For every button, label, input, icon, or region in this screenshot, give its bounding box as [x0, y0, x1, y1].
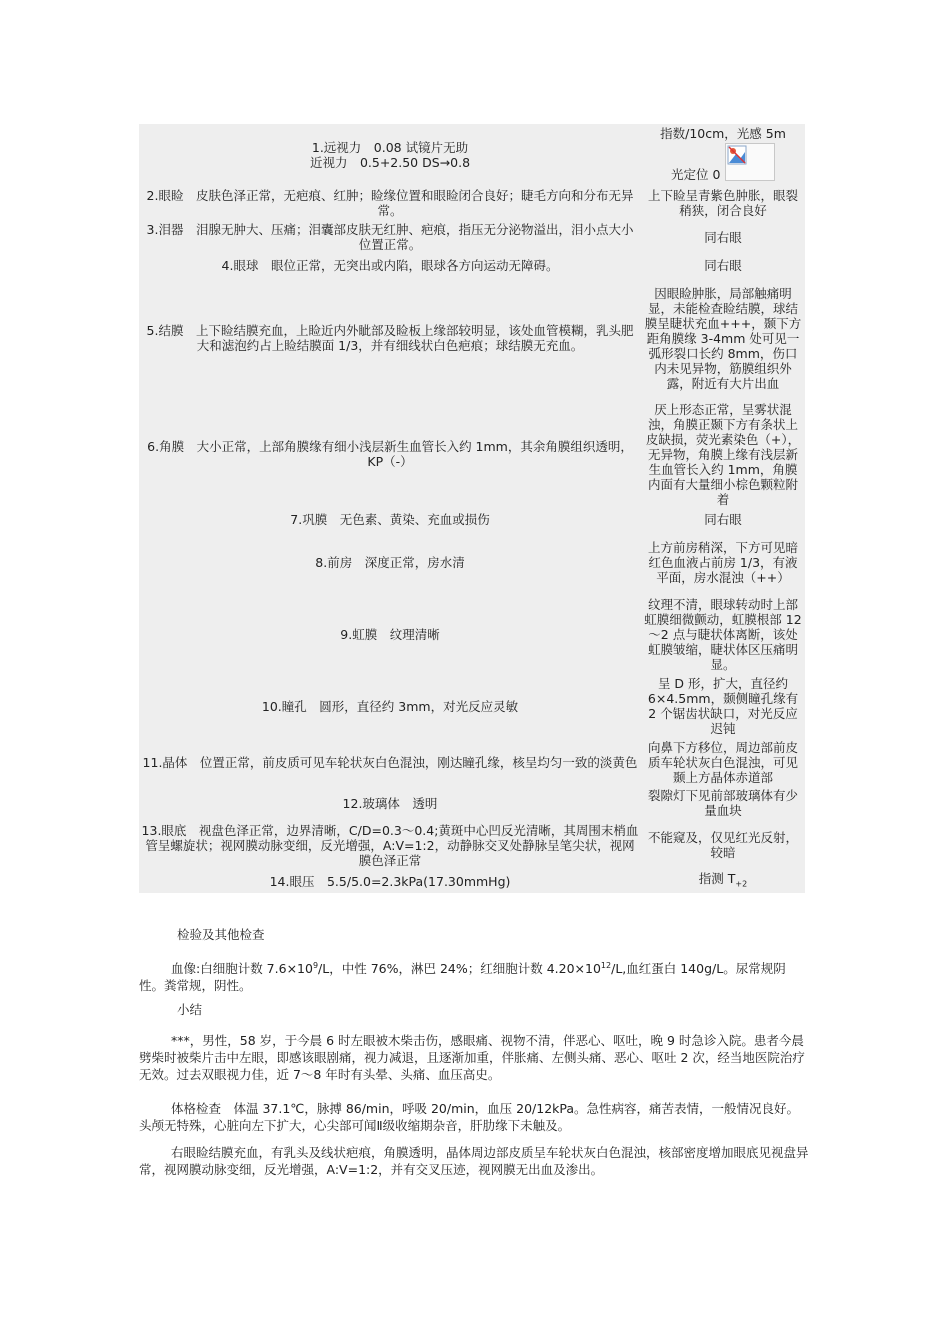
table-cell: 3.泪器 泪腺无肿大、压痛；泪囊部皮肤无红肿、疤痕，指压无分泌物溢出，泪小点大小位置正常。 [146, 222, 634, 252]
table-cell: 12.玻璃体 透明 [342, 795, 438, 811]
table-cell: 同右眼 [704, 229, 742, 245]
table-cell: 6.角膜 大小正常，上部角膜缘有细小浅层新生血管长入约 1mm，其余角膜组织透明，KP（-） [147, 439, 633, 469]
table-row [139, 254, 805, 276]
table-row [139, 786, 805, 820]
table-row [139, 186, 805, 220]
table-cell: 同右眼 [704, 257, 742, 273]
cell-text: 指测 T [698, 871, 736, 886]
eye-exam-table [139, 124, 805, 893]
cell-line: 光定位 0 [671, 166, 721, 182]
table-row [139, 870, 805, 893]
table-row [139, 820, 805, 870]
table-cell: 11.晶体 位置正常，前皮质可见车轮状灰白色混浊，刚达瞳孔缘，核呈均匀一致的淡黄色 [142, 754, 638, 770]
lab-text-1: 血像:白细胞计数 7.6×10 [171, 961, 313, 977]
cell-line: 近视力 0.5+2.50 DS→0.8 [309, 155, 471, 170]
table-row [139, 674, 805, 738]
table-cell [641, 124, 805, 186]
table-row [139, 738, 805, 786]
table-row [139, 508, 805, 530]
cell-line: 指数/10cm，光感 5m [660, 125, 786, 141]
table-cell: 不能窥及，仅见红光反射，较暗 [647, 830, 798, 860]
cell-subscript: +2 [735, 879, 748, 889]
table-cell: 7.巩膜 无色素、黄染、充血或损伤 [290, 511, 490, 527]
image-area [643, 141, 803, 185]
table-cell: 纹理不清，眼球转动时上部虹膜细微颤动，虹膜根部 12～2 点与睫状体离断，该处虹膜皱缩，睫状体区压痛明显。 [644, 596, 802, 672]
table-row [139, 124, 805, 186]
table-cell: 呈 D 形，扩大，直径约 6×4.5mm，颞侧瞳孔缘有 2 个锯齿状缺口，对光反应迟钝 [647, 676, 799, 736]
table-cell: 13.眼底 视盘色泽正常，边界清晰，C/D=0.3～0.4;黄斑中心凹反光清晰，其周围末梢血管呈螺旋状；视网膜动脉变细，反光增强，A:V=1:2，动静脉交叉处静脉呈笔尖状，视网膜色泽正常 [141, 822, 639, 868]
lab-exponent-2: 12 [600, 961, 612, 970]
table-cell: 10.瞳孔 圆形，直径约 3mm，对光反应灵敏 [261, 698, 519, 714]
lab-text-2: /L，中性 76%，淋巴 24%；红细胞计数 4.20×10 [318, 961, 601, 977]
summary-paragraph-1: ***，男性，58 岁，于今晨 6 时左眼被木柴击伤，感眼痛、视物不清，伴恶心、呕吐，晚 9 时急诊入院。患者今晨劈柴时被柴片击中左眼，即感该眼剧痛，视力减退，且逐渐加重，伴胀痛、左侧头痛、恶心、呕吐 2 次，经当地医院治疗无效。过去双眼视力佳，近 7～8 年时有头晕、头痛、血压高史。 [139, 1033, 805, 1082]
table-cell: 14.眼压 5.5/5.0=2.3kPa(17.30mmHg) [269, 873, 511, 889]
table-cell: 因眼睑肿胀，局部触痛明显，未能检查睑结膜，球结膜呈睫状充血+++，颞下方距角膜缘 3-4mm 处可见一弧形裂口长约 8mm，伤口内未见异物，筋膜组织外露，附近有大片出血 [644, 285, 802, 391]
table-cell: 8.前房 深度正常，房水清 [315, 554, 465, 570]
table-cell: 5.结膜 上下睑结膜充血，上睑近内外眦部及睑板上缘部较明显，该处血管模糊，乳头肥大和滤泡约占上睑结膜面 1/3，并有细线状白色疤痕；球结膜无充血。 [146, 323, 634, 353]
table-cell: 裂隙灯下见前部玻璃体有少量血块 [647, 788, 798, 818]
broken-image-icon [725, 143, 775, 181]
table-cell: 厌上形态正常，呈雾状混浊，角膜正颞下方有条状上皮缺损，荧光素染色（+），无异物，角膜上缘有浅层新生血管长入约 1mm，角膜内面有大量细小棕色颗粒附着 [645, 401, 801, 507]
table-cell: 上方前房稍深，下方可见暗红色血液占前房 1/3，有液平面，房水混浊（++） [647, 539, 798, 585]
table-cell: 上下睑呈青紫色肿胀，眼裂稍狭，闭合良好 [647, 188, 798, 218]
table-cell [139, 124, 641, 186]
table-row [139, 220, 805, 254]
table-row [139, 530, 805, 594]
table-cell: 4.眼球 眼位正常，无突出或内陷，眼球各方向运动无障碍。 [221, 257, 559, 273]
table-row [139, 276, 805, 400]
lab-heading: 检验及其他检查 [177, 927, 265, 942]
cell-line: 1.远视力 0.08 试镜片无助 [311, 140, 469, 155]
lab-text-3: /L,血红蛋白 140g/L。尿常规阴性。粪常规，阴性。 [139, 961, 786, 994]
summary-paragraph-2: 体格检查 体温 37.1℃，脉搏 86/min，呼吸 20/min，血压 20/12kPa。急性病容，痛苦表情，一般情况良好。头颅无特殊，心脏向左下扩大，心尖部可闻Ⅱ级收缩期杂音，肝肋缘下未触及。 [139, 1101, 800, 1133]
summary-heading: 小结 [177, 1002, 203, 1017]
table-row [139, 400, 805, 508]
table-cell: 2.眼睑 皮肤色泽正常，无疤痕、红肿；睑缘位置和眼睑闭合良好；睫毛方向和分布无异常。 [146, 188, 634, 218]
summary-paragraph-3: 右眼睑结膜充血，有乳头及线状疤痕，角膜透明，晶体周边部皮质呈车轮状灰白色混浊，核部密度增加眼底见视盘异常，视网膜动脉变细，反光增强，A:V=1:2，并有交叉压迹，视网膜无出血及渗出。 [139, 1145, 809, 1177]
table-cell: 向鼻下方移位，周边部前皮质车轮状灰白色混浊，可见颞上方晶体赤道部 [647, 739, 798, 785]
table-cell [641, 870, 805, 893]
lab-paragraph [139, 957, 809, 994]
lab-exponent-1: 9 [312, 961, 319, 970]
table-row [139, 594, 805, 674]
table-cell: 同右眼 [704, 511, 742, 527]
table-cell: 9.虹膜 纹理清晰 [340, 626, 440, 642]
